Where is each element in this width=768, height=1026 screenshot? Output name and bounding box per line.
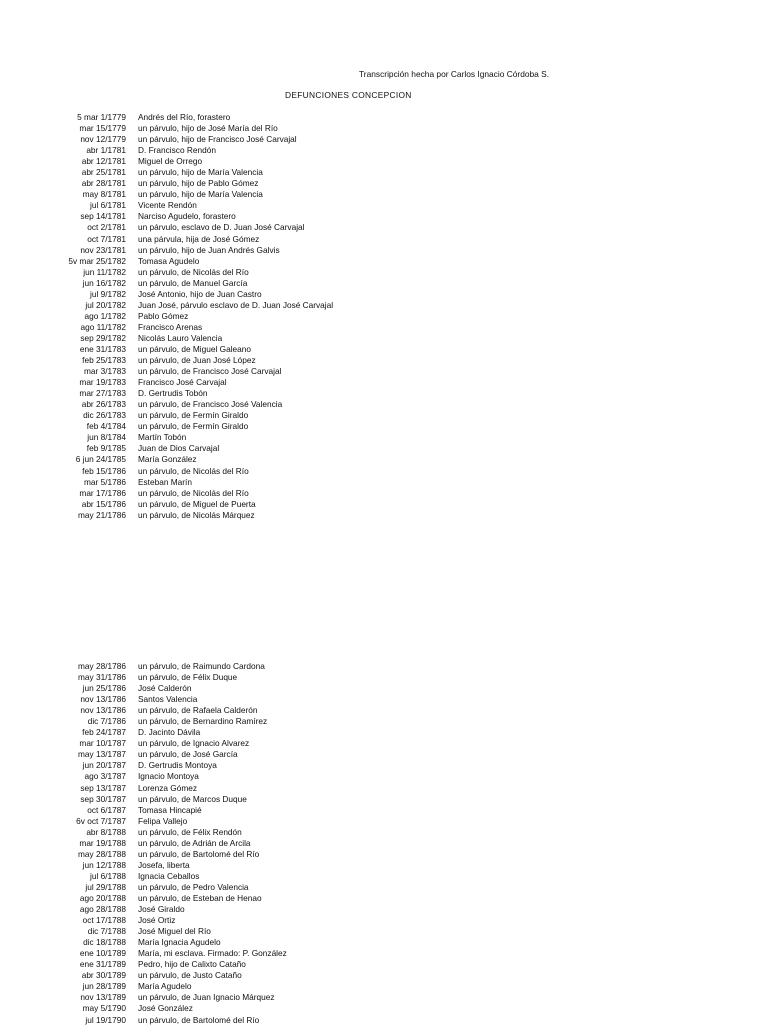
record-date: jun 8/1784 [87, 432, 126, 443]
record-text: Lorenza Gómez [138, 782, 198, 793]
record-row [0, 499, 768, 510]
record-text: Esteban Marín [138, 476, 192, 487]
record-date: sep 29/1782 [80, 332, 126, 343]
record-date: ago 20/1788 [79, 892, 126, 903]
record-text: Tomasa Agudelo [138, 255, 200, 266]
record-text: Ignacio Montoya [138, 771, 199, 782]
record-date: sep 30/1787 [80, 793, 126, 804]
record-row [0, 399, 768, 410]
record-date: jul 19/1790 [85, 1014, 126, 1025]
record-row [0, 200, 768, 211]
record-row [0, 926, 768, 937]
record-date: abr 28/1781 [81, 178, 126, 189]
records-block-2 [0, 661, 768, 1026]
record-text: un párvulo, de Juan Ignacio Márquez [138, 992, 275, 1003]
record-date: may 28/1788 [78, 848, 126, 859]
record-date: may 13/1787 [78, 749, 126, 760]
record-row [0, 727, 768, 738]
record-text: un párvulo, de Nicolás del Río [138, 266, 249, 277]
record-text: un párvulo, hijo de Francisco José Carvajal [138, 134, 297, 145]
record-date: may 5/1790 [82, 1003, 126, 1014]
record-row [0, 760, 768, 771]
record-row [0, 948, 768, 959]
record-date: oct 17/1788 [82, 915, 126, 926]
record-row [0, 443, 768, 454]
record-date: abr 15/1786 [81, 498, 126, 509]
record-row [0, 366, 768, 377]
record-text: Josefa, liberta [138, 859, 190, 870]
record-row [0, 510, 768, 521]
record-date: oct 2/1781 [87, 222, 126, 233]
record-date: feb 24/1787 [82, 727, 126, 738]
record-text: un párvulo, hijo de Pablo Gómez [138, 178, 259, 189]
record-date: ene 10/1789 [79, 948, 126, 959]
record-text: un párvulo, de Fermín Giraldo [138, 410, 249, 421]
record-row [0, 694, 768, 705]
record-text: María Ignacia Agudelo [138, 937, 221, 948]
record-text: un párvulo, de Adrián de Arcila [138, 837, 251, 848]
record-date: feb 9/1785 [86, 443, 126, 454]
record-text: un párvulo, esclavo de D. Juan José Carvajal [138, 222, 305, 233]
record-text: un párvulo, de Justo Cataño [138, 970, 242, 981]
record-text: D. Gertrudis Tobón [138, 388, 208, 399]
record-row [0, 738, 768, 749]
record-text: un párvulo, de Ignacio Alvarez [138, 738, 250, 749]
record-text: un párvulo, de Marcos Duque [138, 793, 247, 804]
record-text: María, mi esclava. Firmado: P. González [138, 948, 287, 959]
record-text: un párvulo, hijo de Juan Andrés Galvis [138, 244, 280, 255]
record-date: may 8/1781 [82, 189, 126, 200]
record-text: Juan José, párvulo esclavo de D. Juan José Carvajal [138, 299, 334, 310]
record-date: jul 29/1788 [85, 881, 126, 892]
record-text: Vicente Rendón [138, 200, 197, 211]
record-date: abr 25/1781 [81, 167, 126, 178]
record-text: Ignacia Ceballos [138, 870, 200, 881]
record-row [0, 322, 768, 333]
record-text: una párvula, hija de José Gómez [138, 233, 260, 244]
record-row [0, 466, 768, 477]
record-row [0, 245, 768, 256]
record-row [0, 377, 768, 388]
record-row [0, 959, 768, 970]
record-date: jun 28/1789 [82, 981, 126, 992]
record-date: feb 4/1784 [86, 421, 126, 432]
document-title: DEFUNCIONES CONCEPCION [285, 90, 412, 100]
record-date: 6 jun 24/1785 [75, 454, 126, 465]
record-text: Francisco José Carvajal [138, 377, 227, 388]
record-text: un párvulo, de Bartolomé del Río [138, 848, 260, 859]
record-row [0, 267, 768, 278]
record-row [0, 145, 768, 156]
record-row [0, 716, 768, 727]
record-row [0, 992, 768, 1003]
record-row [0, 134, 768, 145]
record-date: jul 6/1781 [90, 200, 126, 211]
record-text: Pedro, hijo de Calixto Cataño [138, 959, 246, 970]
record-row [0, 838, 768, 849]
record-text: un párvulo, de Manuel García [138, 277, 248, 288]
record-text: un párvulo, de Nicolás Márquez [138, 509, 255, 520]
record-text: D. Francisco Rendón [138, 145, 216, 156]
record-text: Andrés del Río, forastero [138, 112, 231, 122]
record-row [0, 410, 768, 421]
record-row [0, 211, 768, 222]
record-row [0, 256, 768, 267]
record-row [0, 432, 768, 443]
record-date: mar 19/1788 [79, 837, 126, 848]
record-row [0, 882, 768, 893]
record-row [0, 278, 768, 289]
record-date: mar 19/1783 [79, 377, 126, 388]
record-row [0, 222, 768, 233]
record-date: ago 11/1782 [80, 321, 126, 332]
record-row [0, 805, 768, 816]
record-date: 5v mar 25/1782 [68, 255, 126, 266]
record-date: nov 13/1786 [80, 694, 126, 705]
record-text: María Agudelo [138, 981, 192, 992]
record-text: Miguel de Orrego [138, 156, 203, 167]
record-date: jun 20/1787 [82, 760, 126, 771]
record-text: José Ortiz [138, 915, 176, 926]
record-date: ene 31/1789 [79, 959, 126, 970]
record-row [0, 871, 768, 882]
record-text: José González [138, 1003, 193, 1014]
record-date: dic 18/1788 [83, 937, 126, 948]
record-date: may 28/1786 [78, 661, 126, 671]
record-date: may 21/1786 [78, 509, 126, 520]
record-text: D. Jacinto Dávila [138, 727, 201, 738]
record-text: un párvulo, de Rafaela Calderón [138, 705, 258, 716]
record-text: José Miguel del Río [138, 926, 211, 937]
record-date: sep 14/1781 [80, 211, 126, 222]
record-row [0, 827, 768, 838]
record-text: un párvulo, de Pedro Valencia [138, 881, 249, 892]
record-date: jun 12/1788 [82, 859, 126, 870]
record-text: José Calderón [138, 683, 192, 694]
record-text: un párvulo, de Miguel de Puerta [138, 498, 256, 509]
record-text: Narciso Agudelo, forastero [138, 211, 236, 222]
record-text: un párvulo, de Bartolomé del Río [138, 1014, 260, 1025]
record-text: un párvulo, de Bernardino Ramírez [138, 716, 268, 727]
record-date: 5 mar 1/1779 [77, 112, 126, 122]
record-row [0, 123, 768, 134]
record-text: un párvulo, de Francisco José Valencia [138, 399, 283, 410]
record-date: abr 12/1781 [81, 156, 126, 167]
record-row [0, 454, 768, 465]
record-text: un párvulo, de Félix Rendón [138, 826, 242, 837]
record-row [0, 937, 768, 948]
record-row [0, 189, 768, 200]
record-row [0, 893, 768, 904]
record-date: abr 1/1781 [86, 145, 126, 156]
record-date: jun 25/1786 [82, 683, 126, 694]
record-date: 6v oct 7/1787 [76, 815, 126, 826]
record-text: un párvulo, de Juan José López [138, 355, 256, 366]
record-date: jul 20/1782 [85, 299, 126, 310]
record-text: un párvulo, hijo de María Valencia [138, 167, 263, 178]
record-row [0, 421, 768, 432]
record-text: un párvulo, de Miguel Galeano [138, 343, 252, 354]
record-row [0, 300, 768, 311]
record-date: mar 17/1786 [79, 487, 126, 498]
record-row [0, 388, 768, 399]
record-row [0, 355, 768, 366]
record-text: un párvulo, hijo de María Valencia [138, 189, 263, 200]
record-date: oct 7/1781 [87, 233, 126, 244]
record-row [0, 178, 768, 189]
record-row [0, 112, 768, 123]
record-row [0, 156, 768, 167]
record-row [0, 1003, 768, 1014]
record-date: mar 10/1787 [79, 738, 126, 749]
record-date: abr 30/1789 [81, 970, 126, 981]
record-date: mar 3/1783 [84, 366, 126, 377]
record-row [0, 771, 768, 782]
record-date: dic 7/1788 [87, 926, 126, 937]
record-date: ago 28/1788 [79, 904, 126, 915]
record-date: nov 13/1786 [80, 705, 126, 716]
record-row [0, 311, 768, 322]
record-text: un párvulo, de Raimundo Cardona [138, 661, 265, 671]
record-date: dic 7/1786 [87, 716, 126, 727]
record-text: Juan de Dios Carvajal [138, 443, 220, 454]
record-date: nov 12/1779 [80, 134, 126, 145]
record-row [0, 915, 768, 926]
record-row [0, 794, 768, 805]
record-text: un párvulo, de Fermín Giraldo [138, 421, 249, 432]
record-text: Felipa Vallejo [138, 815, 188, 826]
record-date: jun 16/1782 [82, 277, 126, 288]
record-row [0, 970, 768, 981]
record-text: Santos Valencia [138, 694, 198, 705]
record-date: feb 15/1786 [82, 465, 126, 476]
record-row [0, 167, 768, 178]
record-row [0, 683, 768, 694]
record-text: Francisco Arenas [138, 321, 203, 332]
record-row [0, 344, 768, 355]
record-date: abr 8/1788 [86, 826, 126, 837]
record-row [0, 672, 768, 683]
record-date: oct 6/1787 [87, 804, 126, 815]
record-text: un párvulo, de José García [138, 749, 238, 760]
record-row [0, 477, 768, 488]
record-text: Tomasa Hincapié [138, 804, 202, 815]
record-date: ene 31/1783 [79, 343, 126, 354]
record-text: María González [138, 454, 197, 465]
record-date: mar 27/1783 [79, 388, 126, 399]
record-text: un párvulo, de Esteban de Henao [138, 892, 262, 903]
record-text: un párvulo, de Félix Duque [138, 672, 238, 683]
record-date: nov 23/1781 [80, 244, 126, 255]
record-date: mar 15/1779 [79, 123, 126, 134]
record-row [0, 333, 768, 344]
record-text: un párvulo, de Nicolás del Río [138, 465, 249, 476]
records-block-1 [0, 112, 768, 521]
record-row [0, 981, 768, 992]
record-date: jul 6/1788 [90, 870, 126, 881]
record-date: mar 5/1786 [84, 476, 126, 487]
record-text: Pablo Gómez [138, 310, 189, 321]
record-row [0, 749, 768, 760]
record-row [0, 705, 768, 716]
record-text: Nicolás Lauro Valencia [138, 332, 223, 343]
record-date: abr 26/1783 [81, 399, 126, 410]
record-text: un párvulo, de Francisco José Carvajal [138, 366, 282, 377]
record-row [0, 289, 768, 300]
record-date: may 31/1786 [78, 672, 126, 683]
record-date: jul 9/1782 [90, 288, 126, 299]
record-row [0, 860, 768, 871]
record-row [0, 783, 768, 794]
record-text: José Giraldo [138, 904, 185, 915]
record-text: un párvulo, de Nicolás del Río [138, 487, 249, 498]
record-date: sep 13/1787 [80, 782, 126, 793]
record-text: D. Gertrudis Montoya [138, 760, 217, 771]
record-row [0, 234, 768, 245]
record-date: feb 25/1783 [82, 355, 126, 366]
record-date: ago 3/1787 [84, 771, 126, 782]
record-text: Martín Tobón [138, 432, 187, 443]
record-row [0, 816, 768, 827]
record-date: dic 26/1783 [83, 410, 126, 421]
record-text: un párvulo, hijo de José María del Río [138, 123, 278, 134]
record-row [0, 488, 768, 499]
record-row [0, 661, 768, 672]
record-date: nov 13/1789 [80, 992, 126, 1003]
record-text: José Antonio, hijo de Juan Castro [138, 288, 262, 299]
record-row [0, 849, 768, 860]
record-date: jun 11/1782 [83, 266, 126, 277]
transcription-credit: Transcripción hecha por Carlos Ignacio Córdoba S. [359, 69, 550, 79]
record-date: ago 1/1782 [84, 310, 126, 321]
record-row [0, 904, 768, 915]
